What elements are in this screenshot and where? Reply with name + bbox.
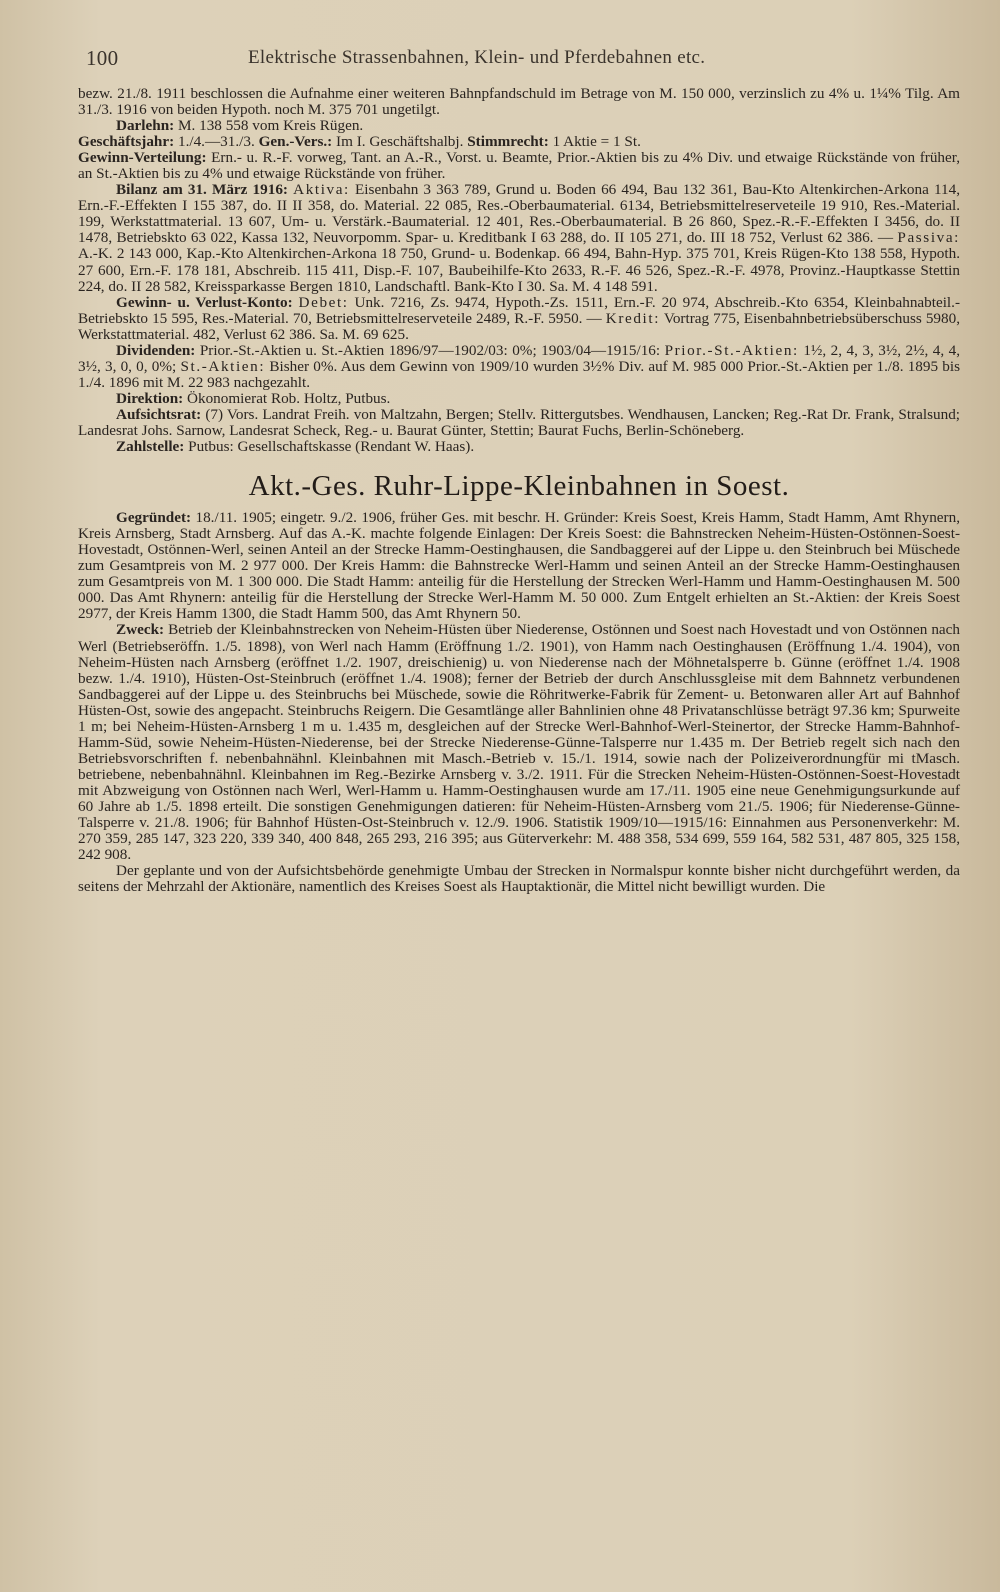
kredit-label: Kredit: xyxy=(605,309,661,327)
purpose-label: Zweck: xyxy=(116,621,165,639)
supervisory-board xyxy=(78,407,960,439)
company-title: Akt.-Ges. Ruhr-Lippe-Kleinbahnen in Soest. xyxy=(248,470,790,503)
business-year-line xyxy=(78,134,960,150)
debet-label: Debet: xyxy=(298,293,349,311)
darlehn-label: Darlehn: xyxy=(116,117,175,135)
paying-agent-label: Zahlstelle: xyxy=(116,438,185,456)
purpose xyxy=(78,622,960,863)
founding xyxy=(78,510,960,622)
directorate xyxy=(78,391,960,407)
prior-shares-label: Prior.-St.-Aktien: xyxy=(664,341,799,359)
aktiva-text: Eisenbahn 3 363 789, Grund u. Boden 66 494, Bau 132 361, Bau-Kto Altenkirchen-Arkona 114, Ern.-F.-Effekten I 155 387, do. II II 358, do. Material. 22 085, Res.-Oberbaumaterial. 6134, Betriebsmittelreserveteile 19 910, Res.-Material. 199, Werkstattmaterial. 13 607, Um- u. Verstärk.-Baumaterial. 12 401, Res.-Oberbaumaterial. B 26 860, Spez.-R.-F.-Effekten I 3456, do. II 1478, Betriebskto 63 022, Kassa 132, Neuvorpomm. Spar- u. Kreditbank I 63 288, do. II 105 271, do. III 18 752, Verlust 62 386. — xyxy=(78,181,960,247)
dividends-text-3: Bisher 0%. Aus dem Gewinn von 1909/10 wurden 3½% Div. auf M. 985 000 Prior.-St.-Aktien per 1./8. 1895 bis 1./4. 1896 mit M. 22 983 nachgezahlt. xyxy=(78,357,961,391)
balance-sheet xyxy=(78,182,960,294)
darlehn-value: M. 138 558 vom Kreis Rügen. xyxy=(178,117,364,135)
profit-distribution xyxy=(78,150,960,182)
page-body xyxy=(78,86,960,895)
darlehn-line xyxy=(78,118,960,134)
dividends xyxy=(78,343,960,391)
passiva-text: A.-K. 2 143 000, Kap.-Kto Altenkirchen-Arkona 18 750, Grund- u. Bodenkap. 66 494, Bahn-Hyp. 375 701, Kreis Rügen-Kto 138 558, Hypoth. 27 600, Ern.-F. 178 181, Abschreib. 115 411, Disp.-F. 107, Baubeihilfe-Kto 2633, R.-F. 46 526, Spez.-R.-F. 4978, Provinz.-Hauptkasse Stettin 224, do. II 28 582, Kreissparkasse Bergen 1810, Landschaftl. Bank-Kto I 30. Sa. M. 4 148 591. xyxy=(78,245,960,295)
balance-sheet-label: Bilanz am 31. März 1916: xyxy=(116,181,288,199)
passiva-label: Passiva: xyxy=(897,229,960,247)
dividends-label: Dividenden: xyxy=(116,341,196,359)
voting-right-value: 1 Aktie = 1 St. xyxy=(552,133,641,151)
closing-paragraph: Der geplante und von der Aufsichtsbehörde genehmigte Umbau der Strecken in Normalspur konnte bisher nicht durchgeführt werden, da seitens der Mehrzahl der Aktionäre, namentlich des Kreises Soest als Hauptaktionär, die Mittel nicht bewilligt wurden. Die xyxy=(78,862,960,896)
running-title: Elektrische Strassenbahnen, Klein- und Pferdebahnen etc. xyxy=(248,47,706,68)
directorate-label: Direktion: xyxy=(116,389,184,407)
voting-right-label: Stimmrecht: xyxy=(467,133,549,151)
kredit-text: Vortrag 775, Eisenbahnbetriebsüberschuss 5980, Werkstattmaterial. 482, Verlust 62 386. Sa. M. 69 625. xyxy=(78,309,961,343)
profit-loss-label: Gewinn- u. Verlust-Konto: xyxy=(116,293,293,311)
dividends-text-2: 1½, 2, 4, 3, 3½, 2½, 4, 4, 3½, 3, 0, 0, 0%; xyxy=(78,341,961,375)
directorate-text: Ökonomierat Rob. Holtz, Putbus. xyxy=(187,389,391,407)
mortgage-paragraph: bezw. 21./8. 1911 beschlossen die Aufnahme einer weiteren Bahnpfandschuld im Betrage von M. 150 000, verzinslich zu 4% u. 1¼% Tilg. Am 31./3. 1916 von beiden Hypoth. noch M. 375 701 ungetilgt. xyxy=(78,85,960,119)
common-shares-label: St.-Aktien: xyxy=(180,357,266,375)
purpose-text: Betrieb der Kleinbahnstrecken von Neheim-Hüsten über Niederense, Ostönnen und Soest nach Hovestadt und von Ostönnen nach Werl (Betriebseröffn. 1./5. 1898), von Werl nach Hamm (Eröffnung 1./2. 1901), von Hamm nach Oestinghausen (Eröffnung 1./4. 1904), von Neheim-Hüsten nach Arnsberg (eröffnet 1./2. 1907, dreischienig) u. von Niederense nach der Möhnetalsperre b. Günne (eröffnet 1./4. 1908 bezw. 1./4. 1910), Hüsten-Ost-Steinbruch (eröffnet 1./4. 1908); ferner der Betrieb der durch Anschlussgleise mit dem Bahnnetz verbundenen Sandbaggerei auf der Lippe u. des Steinbruchs bei Müschede, sowie die Röhritwerke-Fabrik für Zement- u. Betonwaren aller Art auf Bahnhof Hüsten-Ost, sowie des angepacht. Steinbruchs Reigern. Die Gesamtlänge aller Bahnlinien ohne 48 Privatanschlüsse beträgt 97.36 km; Spurweite 1 m; bei Neheim-Hüsten-Arnsberg 1 m u. 1.435 m, desgleichen auf der Strecke Werl-Bahnhof-Werl-Steinertor, der Strecke Hamm-Bahnhof-Hamm-Süd, sowie Neheim-Hüsten-Niederense, bei der Strecke Niederense-Günne-Talsperre nur 1.435 m. Der Betrieb regelt sich nach den Betriebsvorschriften f. nebenbahnähnl. Kleinbahnen mit Masch.-Betrieb v. 15./1. 1914, sowie nach der Polizeiverordnungfür mi tMasch. betriebene, nebenbahnähnl. Kleinbahnen im Reg.-Bezirke Arnsberg v. 3./2. 1911. Für die Strecken Neheim-Hüsten-Ostönnen-Soest-Hovestadt mit Abzweigung von Ostönnen nach Werl, Werl-Hamm u. Hamm-Oestinghausen wurde am 17./11. 1905 eine neue Genehmigungsurkunde auf 60 Jahre ab 1./5. 1898 erteilt. Die sonstigen Genehmigungen datieren: für Neheim-Hüsten-Arnsberg vom 21./5. 1906; für Niederense-Günne-Talsperre v. 21./8. 1906; für Bahnhof Hüsten-Ost-Steinbruch v. 12./9. 1906. Statistik 1909/10—1915/16: Einnahmen aus Personenverkehr: M. 270 359, 285 147, 323 220, 339 340, 400 848, 265 293, 216 395; aus Güterverkehr: M. 488 358, 534 699, 559 164, 582 531, 487 805, 325 158, 242 908. xyxy=(78,621,961,864)
supervisory-board-text: (7) Vors. Landrat Freih. von Maltzahn, Bergen; Stellv. Rittergutsbes. Wendhausen, Lancken; Reg.-Rat Dr. Frank, Stralsund; Landesrat Johs. Sarnow, Landesrat Scheck, Reg.- u. Baurat Günter, Stettin; Baurat Fuchs, Berlin-Schöneberg. xyxy=(78,405,961,439)
dividends-text-1: Prior.-St.-Aktien u. St.-Aktien 1896/97—1902/03: 0%; 1903/04—1915/16: xyxy=(199,341,661,359)
business-year-label: Geschäftsjahr: xyxy=(78,133,175,151)
profit-distribution-label: Gewinn-Verteilung: xyxy=(78,149,207,167)
profit-distribution-text: Ern.- u. R.-F. vorweg, Tant. an A.-R., Vorst. u. Beamte, Prior.-Aktien bis zu 4% Div. und etwaige Rückstände von früher, an St.-Aktien bis zu 4% und etwaige Rückstände von früher. xyxy=(78,149,960,183)
supervisory-board-label: Aufsichtsrat: xyxy=(116,405,202,423)
page-header xyxy=(86,42,956,76)
paying-agent xyxy=(78,439,960,455)
debet-text: Unk. 7216, Zs. 9474, Hypoth.-Zs. 1511, Ern.-F. 20 974, Abschreib.-Kto 6354, Kleinbahnabteil.-Betriebskto 15 595, Res.-Material. 70, Betriebsmittelreserveteile 2489, R.-F. 5950. — xyxy=(78,293,961,327)
profit-loss-account xyxy=(78,295,960,343)
paying-agent-text: Putbus: Gesellschaftskasse (Rendant W. Haas). xyxy=(188,438,475,456)
founding-label: Gegründet: xyxy=(116,509,192,527)
general-meeting-value: Im I. Geschäftshalbj. xyxy=(336,133,464,151)
page-number: 100 xyxy=(86,46,119,70)
general-meeting-label: Gen.-Vers.: xyxy=(258,133,333,151)
business-year-value: 1./4.—31./3. xyxy=(177,133,255,151)
aktiva-label: Aktiva: xyxy=(293,181,350,199)
founding-text: 18./11. 1905; eingetr. 9./2. 1906, früher Ges. mit beschr. H. Gründer: Kreis Soest, Kreis Hamm, Stadt Hamm, Amt Rhynern, Kreis Arnsberg, Stadt Arnsberg. Auf das A.-K. machte folgende Einlagen: Der Kreis Soest: die Bahnstrecken Neheim-Hüsten-Ostönnen-Soest-Hovestadt, Ostönnen-Werl, seinen Anteil an der Strecke Hamm-Oestinghausen, die Sandbaggerei auf der Lippe u. den Steinbruch bei Müschede zum Gesamtpreis von M. 2 977 000. Der Kreis Hamm: die Bahnstrecke Werl-Hamm und seinen Anteil an der Strecke Hamm-Oestinghausen zum Gesamtpreis von M. 1 300 000. Die Stadt Hamm: anteilig für die Herstellung der Strecken Werl-Hamm und Hamm-Oestinghausen M. 500 000. Das Amt Rhynern: anteilig für die Herstellung der Strecke Werl-Hamm M. 50 000. Zum Entgelt erhielten an St.-Aktien: der Kreis Soest 2977, der Kreis Hamm 1300, die Stadt Hamm 500, das Amt Rhynern 50. xyxy=(78,509,960,623)
